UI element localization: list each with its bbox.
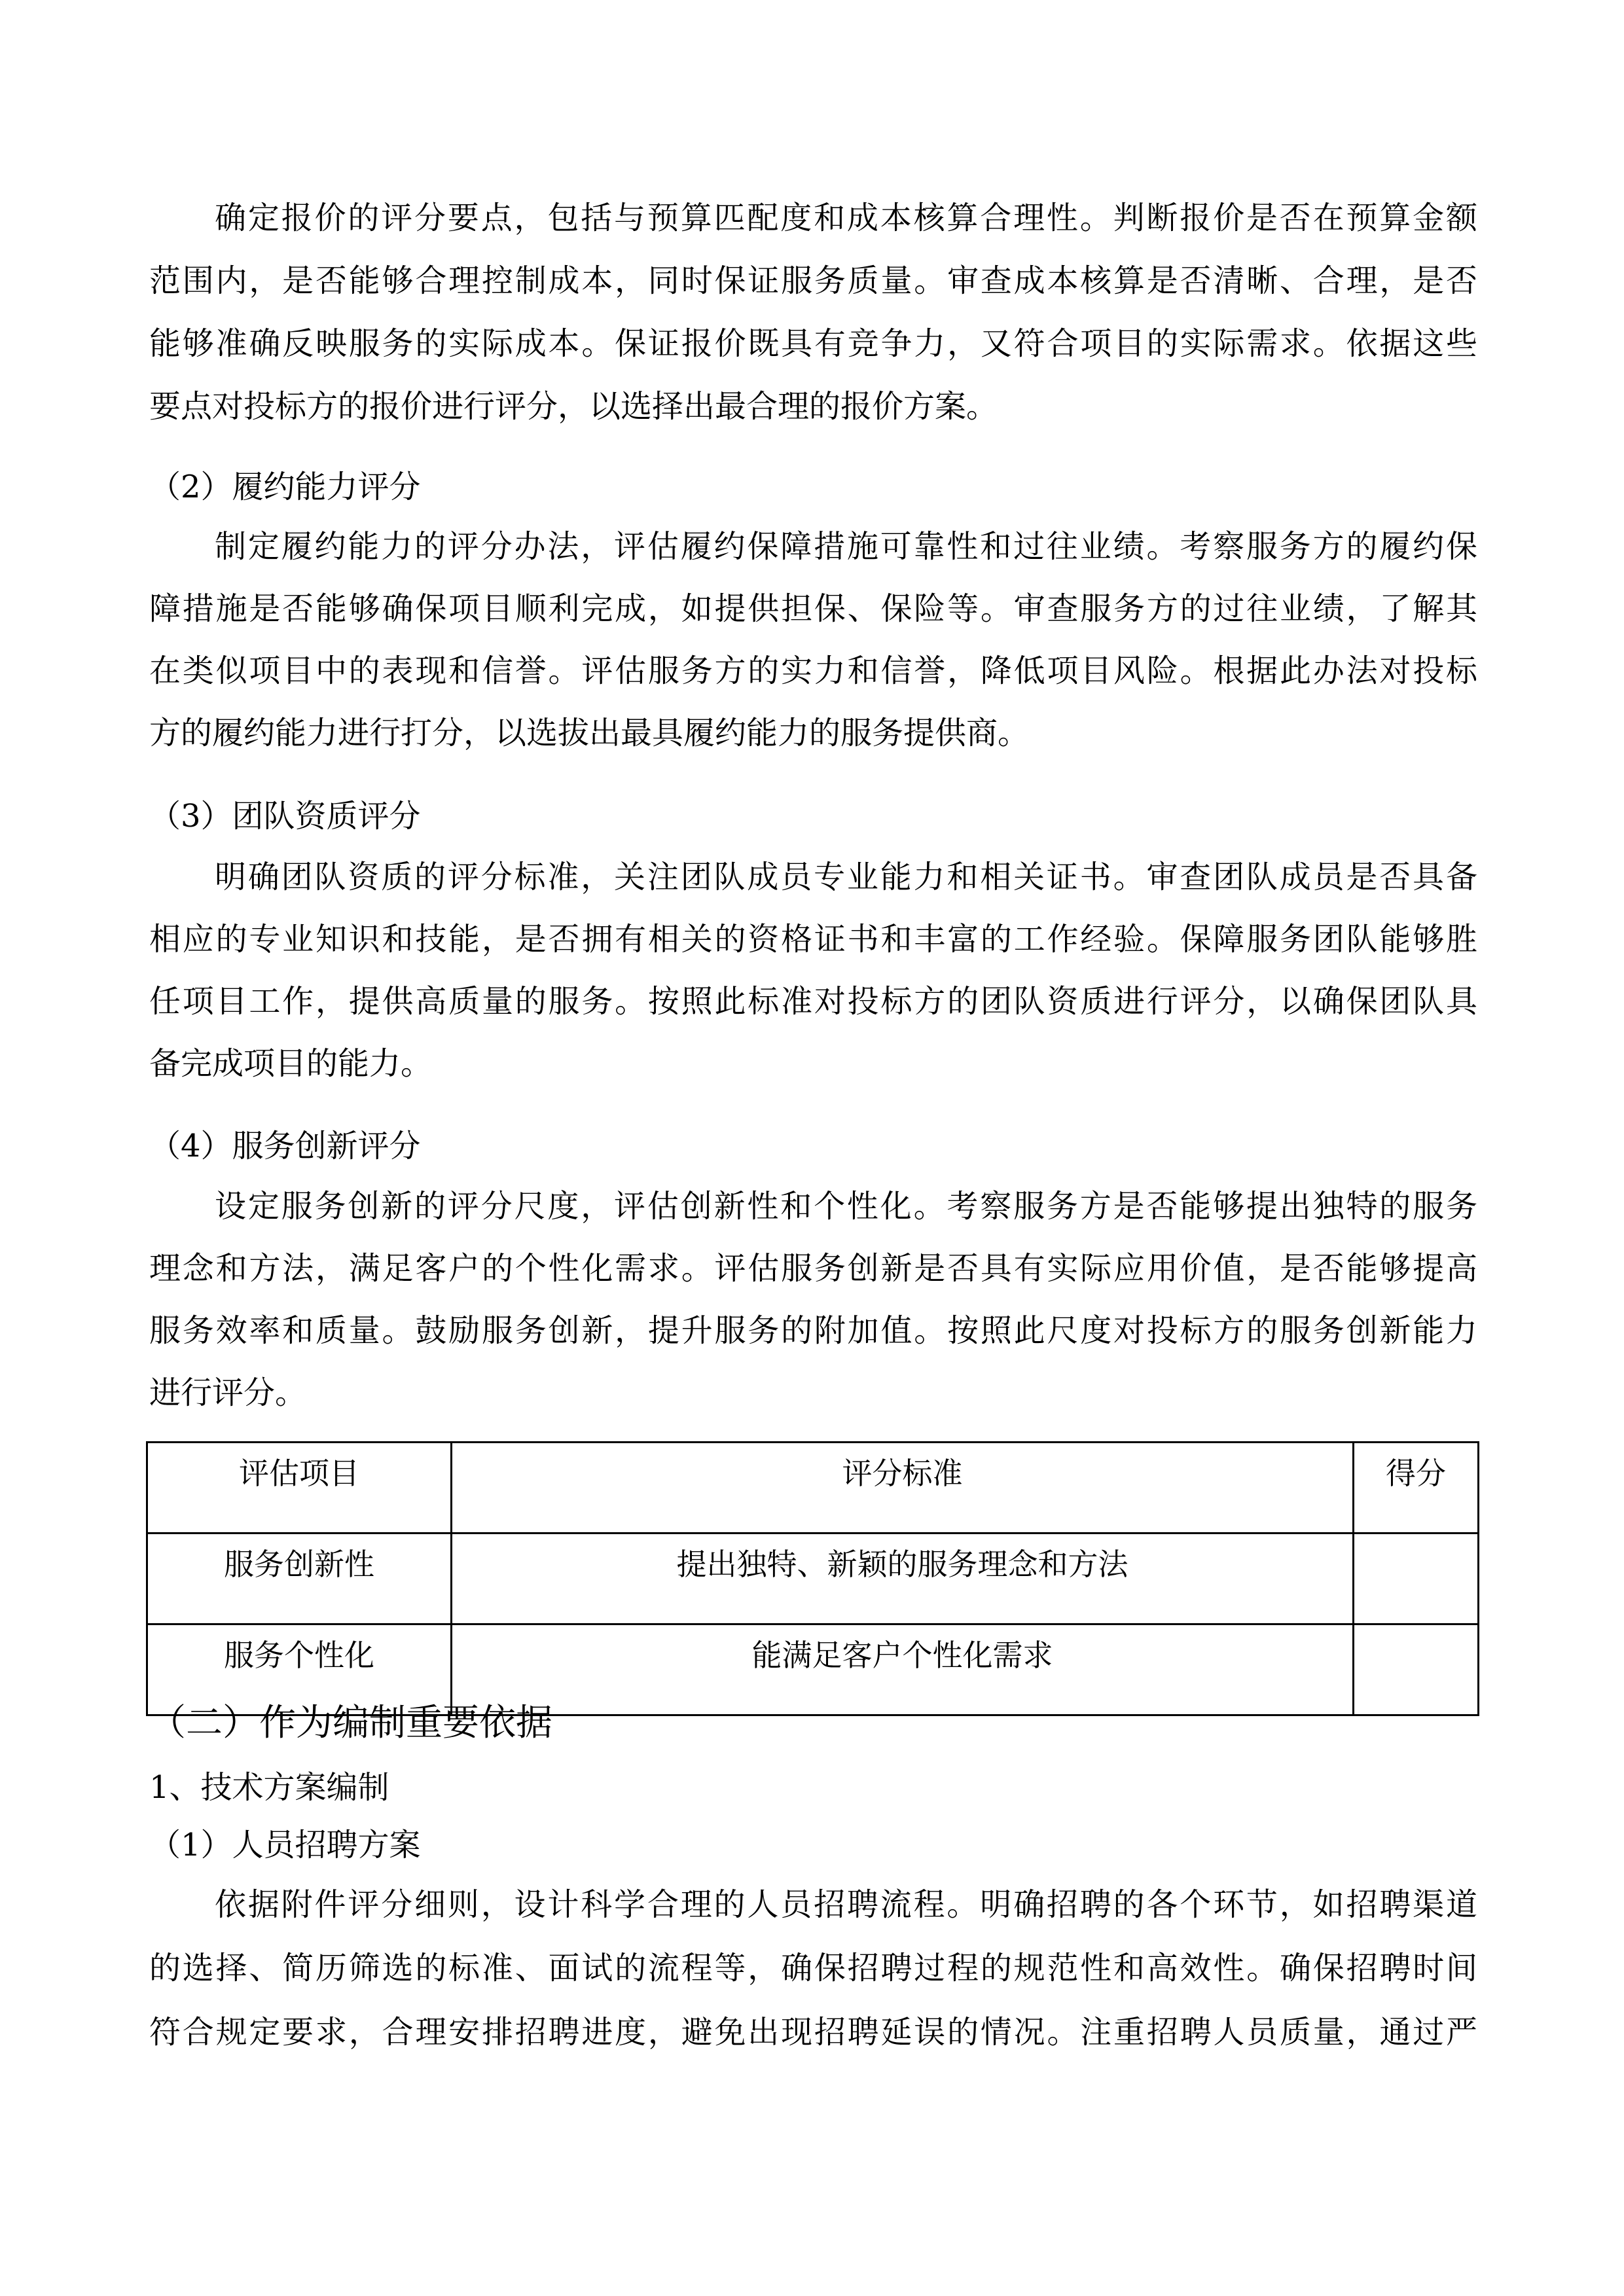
heading-recruitment-plan: （1）人员招聘方案 <box>149 1827 421 1863</box>
paragraph-line: 依据附件评分细则，设计科学合理的人员招聘流程。明确招聘的各个环节，如招聘渠道 <box>215 1886 1477 1923</box>
table-cell-score <box>1354 1534 1479 1624</box>
paragraph-line: 设定服务创新的评分尺度，评估创新性和个性化。考察服务方是否能够提出独特的服务 <box>215 1188 1477 1225</box>
paragraph-line: 要点对投标方的报价进行评分，以选择出最合理的报价方案。 <box>149 388 998 425</box>
table-row <box>147 1534 1479 1624</box>
table-cell-criteria: 提出独特、新颖的服务理念和方法 <box>452 1534 1354 1624</box>
paragraph-line: 障措施是否能够确保项目顺利完成，如提供担保、保险等。审查服务方的过往业绩，了解其 <box>149 590 1477 627</box>
table-header-row <box>147 1443 1479 1534</box>
subheading-technical-plan: 1、技术方案编制 <box>149 1769 389 1806</box>
heading-basis-for-preparation: （二）作为编制重要依据 <box>149 1702 552 1744</box>
table-cell-item: 服务个性化 <box>147 1624 452 1715</box>
paragraph-line: 范围内，是否能够合理控制成本，同时保证服务质量。审查成本核算是否清晰、合理，是否 <box>149 262 1477 299</box>
paragraph-line: 方的履约能力进行打分，以选拔出最具履约能力的服务提供商。 <box>149 715 1030 751</box>
paragraph-line: 任项目工作，提供高质量的服务。按照此标准对投标方的团队资质进行评分，以确保团队具 <box>149 983 1477 1020</box>
paragraph-line: 服务效率和质量。鼓励服务创新，提升服务的附加值。按照此尺度对投标方的服务创新能力 <box>149 1312 1477 1349</box>
paragraph-line: 能够准确反映服务的实际成本。保证报价既具有竞争力，又符合项目的实际需求。依据这些 <box>149 325 1477 362</box>
paragraph-line: 相应的专业知识和技能，是否拥有相关的资格证书和丰富的工作经验。保障服务团队能够胜 <box>149 921 1477 958</box>
table-cell-item: 服务创新性 <box>147 1534 452 1624</box>
header-cell-item: 评估项目 <box>147 1443 452 1534</box>
paragraph-line: 制定履约能力的评分办法，评估履约保障措施可靠性和过往业绩。考察服务方的履约保 <box>215 528 1477 565</box>
paragraph-line: 确定报价的评分要点，包括与预算匹配度和成本核算合理性。判断报价是否在预算金额 <box>215 200 1477 236</box>
table-cell-score <box>1354 1624 1479 1715</box>
paragraph-line: 备完成项目的能力。 <box>149 1045 433 1082</box>
score-table <box>146 1441 1479 1716</box>
heading-team-qualification: （3）团队资质评分 <box>149 798 421 834</box>
paragraph-line: 在类似项目中的表现和信誉。评估服务方的实力和信誉，降低项目风险。根据此办法对投标 <box>149 653 1477 689</box>
paragraph-line: 的选择、简历筛选的标准、面试的流程等，确保招聘过程的规范性和高效性。确保招聘时间 <box>149 1950 1477 1986</box>
paragraph-line: 进行评分。 <box>149 1374 307 1411</box>
paragraph-line: 符合规定要求，合理安排招聘进度，避免出现招聘延误的情况。注重招聘人员质量，通过严 <box>149 2014 1477 2051</box>
header-cell-criteria: 评分标准 <box>452 1443 1354 1534</box>
header-cell-score: 得分 <box>1354 1443 1479 1534</box>
paragraph-line: 理念和方法，满足客户的个性化需求。评估服务创新是否具有实际应用价值，是否能够提高 <box>149 1250 1477 1287</box>
paragraph-line: 明确团队资质的评分标准，关注团队成员专业能力和相关证书。审查团队成员是否具备 <box>215 859 1477 895</box>
table-cell-criteria: 能满足客户个性化需求 <box>452 1624 1354 1715</box>
heading-performance-scoring: （2）履约能力评分 <box>149 469 421 505</box>
heading-service-innovation: （4）服务创新评分 <box>149 1128 421 1164</box>
